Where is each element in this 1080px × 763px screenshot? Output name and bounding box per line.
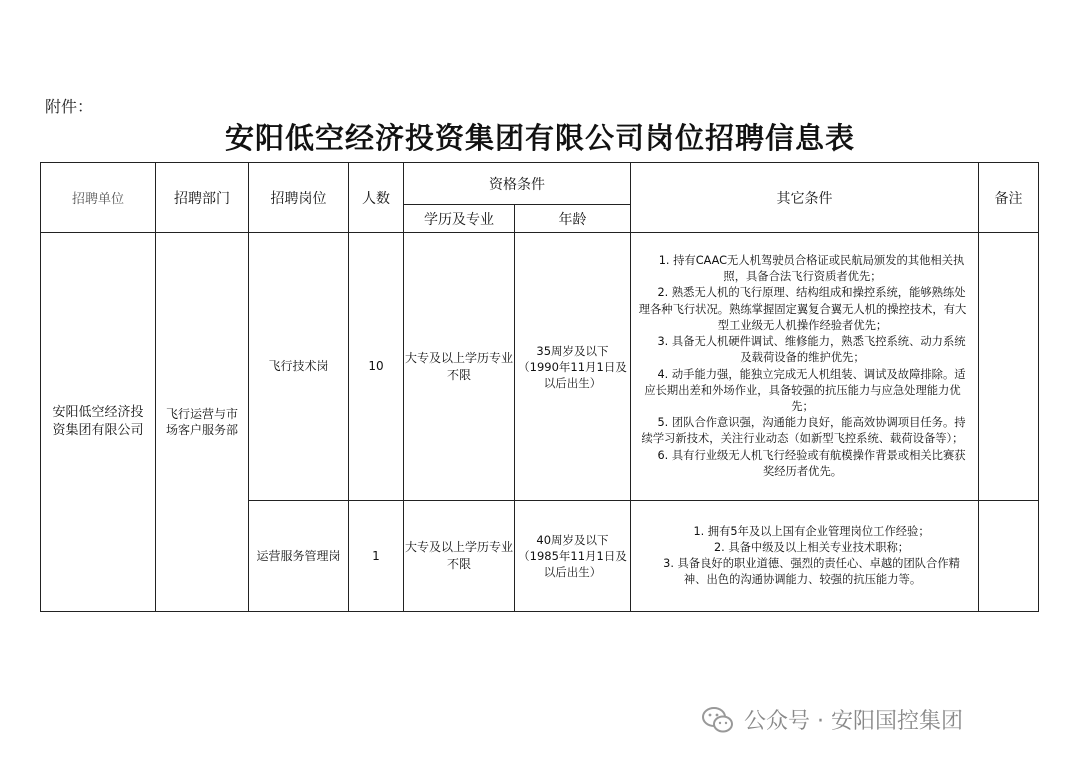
count-cell: 10 (349, 233, 404, 501)
watermark (700, 704, 963, 735)
header-qualifications: 资格条件 (404, 163, 631, 205)
watermark-text: 公众号 · 安阳国控集团 (744, 709, 963, 734)
attachment-label: 附件： (45, 97, 94, 116)
header-education: 学历及专业 (404, 205, 515, 233)
remarks-cell (979, 501, 1039, 612)
education-cell: 大专及以上学历专业不限 (404, 501, 515, 612)
count-cell: 1 (349, 501, 404, 612)
conditions-cell (631, 233, 979, 501)
wechat-icon (700, 705, 736, 735)
condition-item: 5. 团队合作意识强，沟通能力良好，能高效协调项目任务。持续学习新技术，关注行业动态（如新型飞控系统、载荷设备等）； (641, 416, 966, 446)
condition-item: 2. 具备中级及以上相关专业技术职称； (713, 540, 910, 554)
header-position: 招聘岗位 (249, 163, 349, 233)
table-row (41, 233, 1039, 501)
header-age: 年龄 (515, 205, 631, 233)
recruitment-table (40, 162, 1039, 612)
conditions-cell (631, 501, 979, 612)
condition-item: 6. 具有行业级无人机飞行经验或有航模操作背景或相关比赛获奖经历者优先。 (657, 448, 966, 478)
age-cell: 40周岁及以下（1985年11月1日及以后出生） (515, 501, 631, 612)
header-remarks: 备注 (979, 163, 1039, 233)
remarks-cell (979, 233, 1039, 501)
position-cell: 运营服务管理岗 (249, 501, 349, 612)
header-unit: 招聘单位 (41, 163, 156, 233)
condition-item: 3. 具备无人机硬件调试、维修能力，熟悉飞控系统、动力系统及载荷设备的维护优先； (657, 335, 966, 365)
header-other-conditions: 其它条件 (631, 163, 979, 233)
unit-cell: 安阳低空经济投资集团有限公司 (41, 233, 156, 612)
header-department: 招聘部门 (156, 163, 249, 233)
education-cell: 大专及以上学历专业不限 (404, 233, 515, 501)
condition-item: 4. 动手能力强，能独立完成无人机组装、调试及故障排除。适应长期出差和外场作业，具备较强的抗压能力与应急处理能力优先； (644, 367, 966, 413)
position-cell: 飞行技术岗 (249, 233, 349, 501)
condition-item: 3. 具备良好的职业道德、强烈的责任心、卓越的团队合作精神、出色的沟通协调能力、较强的抗压能力等。 (663, 557, 960, 587)
condition-item: 1. 拥有5年及以上国有企业管理岗位工作经验； (693, 524, 930, 538)
department-cell: 飞行运营与市场客户服务部 (156, 233, 249, 612)
condition-item: 1. 持有CAAC无人机驾驶员合格证或民航局颁发的其他相关执照，具备合法飞行资质者优先； (658, 254, 965, 284)
condition-item: 2. 熟悉无人机的飞行原理、结构组成和操控系统，能够熟练处理各种飞行状况。熟练掌握固定翼复合翼无人机的操控技术，有大型工业级无人机操作经验者优先； (638, 286, 967, 332)
page-title: 安阳低空经济投资集团有限公司岗位招聘信息表 (224, 121, 855, 155)
age-cell: 35周岁及以下（1990年11月1日及以后出生） (515, 233, 631, 501)
header-count: 人数 (349, 163, 404, 233)
